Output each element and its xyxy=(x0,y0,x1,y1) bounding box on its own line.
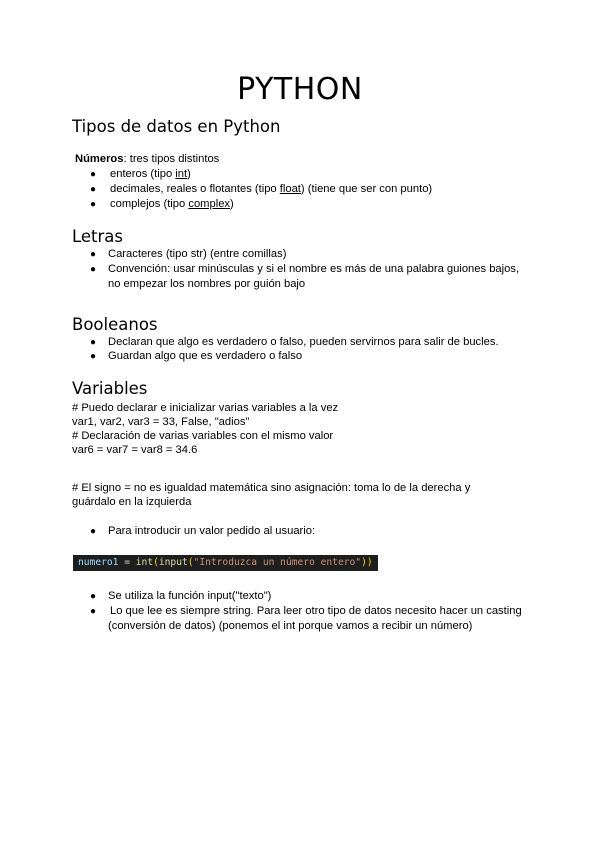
heading-booleanos: Booleanos xyxy=(72,315,158,334)
signo-line-1: # El signo = no es igualdad matemática sino asignación: toma lo de la derecha y xyxy=(72,482,471,494)
bullet-icon: ● xyxy=(90,591,97,602)
heading-tipos-de-datos: Tipos de datos en Python xyxy=(72,117,281,136)
variables-line-2: var1, var2, var3 = 33, False, "adios" xyxy=(72,416,250,428)
numeros-label: Números xyxy=(75,153,124,165)
variables-line-3: # Declaración de varias variables con el mismo valor xyxy=(72,430,334,442)
list-item-decimales xyxy=(110,182,432,197)
code-string: "Introduzca un número entero" xyxy=(193,557,362,568)
code-bracket: ( xyxy=(187,557,194,568)
page-title: PYTHON xyxy=(237,72,363,107)
code-bracket: ( xyxy=(153,557,159,568)
bullet-icon: ● xyxy=(90,249,97,260)
code-variable: numero1 xyxy=(78,557,119,568)
link-float[interactable]: float xyxy=(279,183,301,195)
variables-line-1: # Puedo declarar e inicializar varias variables a la vez xyxy=(72,402,339,414)
bullet-icon: ● xyxy=(90,264,97,275)
item-text: ) (tiene que ser con punto) xyxy=(300,183,433,195)
list-item-string-2: (conversión de datos) (ponemos el int porque vamos a recibir un número) xyxy=(108,620,473,632)
code-snippet xyxy=(73,555,378,571)
link-int[interactable]: int xyxy=(175,168,188,180)
item-text: ) xyxy=(187,168,191,180)
item-text: complejos (tipo xyxy=(110,198,189,210)
heading-variables: Variables xyxy=(72,379,148,398)
heading-letras: Letras xyxy=(72,227,124,246)
bullet-icon: ● xyxy=(90,526,97,537)
item-text: ) xyxy=(230,198,234,210)
bullet-icon: ● xyxy=(90,199,97,210)
code-operator: = xyxy=(118,557,136,568)
list-item-declaran: Declaran que algo es verdadero o falso, pueden servirnos para salir de bucles. xyxy=(108,336,499,348)
link-complex[interactable]: complex xyxy=(188,198,231,210)
numeros-rest: : tres tipos distintos xyxy=(123,153,220,165)
variables-line-4: var6 = var7 = var8 = 34.6 xyxy=(72,444,198,456)
bullet-icon: ● xyxy=(90,169,97,180)
list-item-convencion-2: no empezar los nombres por guión bajo xyxy=(108,278,306,290)
bullet-icon: ● xyxy=(90,351,97,362)
bullet-icon: ● xyxy=(90,337,97,348)
list-item-funcion-input: Se utiliza la función input("texto") xyxy=(108,590,272,602)
bullet-icon: ● xyxy=(90,606,97,617)
list-item-guardan: Guardan algo que es verdadero o falso xyxy=(108,350,303,362)
code-function-int: int xyxy=(135,557,154,568)
code-bracket: )) xyxy=(361,557,373,568)
list-item-string-1: Lo que lee es siempre string. Para leer otro tipo de datos necesito hacer un casting xyxy=(110,605,522,617)
list-item-caracteres: Caracteres (tipo str) (entre comillas) xyxy=(108,248,287,260)
list-item-complejos xyxy=(110,197,234,212)
numeros-line xyxy=(75,152,219,167)
list-item-enteros xyxy=(110,167,191,182)
list-item-introducir: Para introducir un valor pedido al usuario: xyxy=(108,525,316,537)
item-text: decimales, reales o flotantes (tipo xyxy=(110,183,280,195)
list-item-convencion-1: Convención: usar minúsculas y si el nombre es más de una palabra guiones bajos, xyxy=(108,263,520,275)
code-function-input: input xyxy=(158,557,188,568)
bullet-icon: ● xyxy=(90,184,97,195)
signo-line-2: guárdalo en la izquierda xyxy=(72,496,192,508)
item-text: enteros (tipo xyxy=(110,168,176,180)
